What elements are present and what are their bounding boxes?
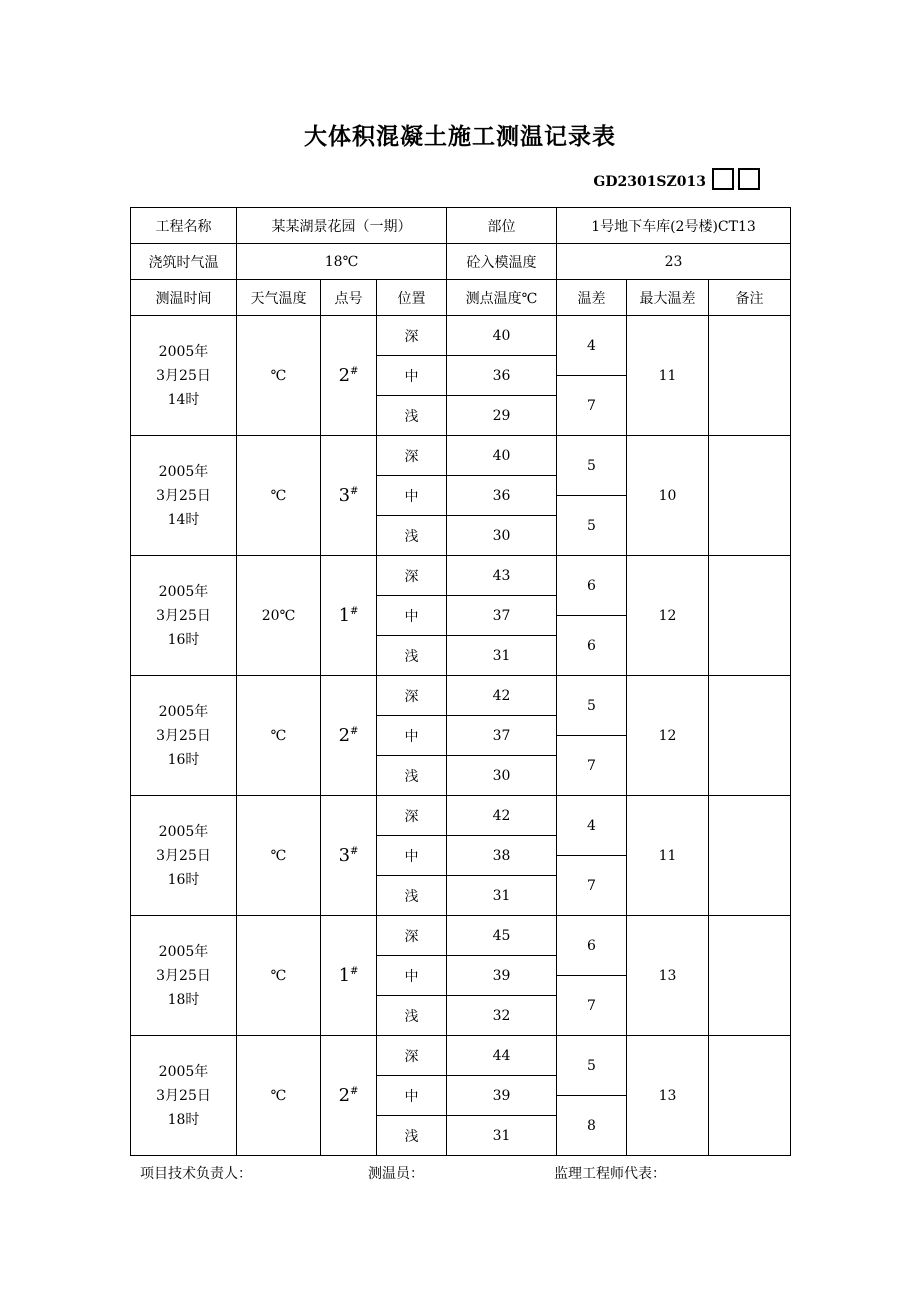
point-number (321, 436, 377, 556)
temp-cell: 40 (447, 436, 557, 476)
point-value: 1 (338, 965, 351, 986)
point-number (321, 316, 377, 436)
position-cell: 深 (377, 556, 447, 596)
measure-time (131, 796, 237, 916)
measure-time (131, 436, 237, 556)
diff-upper: 5 (557, 1036, 626, 1096)
time-year: 2005年 (158, 343, 209, 360)
time-date: 3月25日 (156, 967, 211, 984)
temp-cell: 45 (447, 916, 557, 956)
time-hour: 16时 (167, 751, 200, 768)
max-diff: 12 (627, 556, 709, 676)
table-row (131, 796, 791, 836)
diff-upper: 6 (557, 916, 626, 976)
time-hour: 18时 (167, 991, 200, 1008)
measure-time (131, 916, 237, 1036)
time-year: 2005年 (158, 823, 209, 840)
point-sup: # (350, 966, 359, 977)
point-number (321, 796, 377, 916)
temp-cell: 31 (447, 636, 557, 676)
pour-temp-label: 浇筑时气温 (131, 244, 237, 280)
diff-lower: 6 (587, 637, 596, 654)
diff-cell (557, 796, 627, 916)
temp-cell: 39 (447, 956, 557, 996)
form-code (593, 168, 760, 190)
temp-cell: 37 (447, 596, 557, 636)
temp-cell: 37 (447, 716, 557, 756)
time-date: 3月25日 (156, 367, 211, 384)
note-cell (709, 796, 791, 916)
time-hour: 18时 (167, 1111, 200, 1128)
location-value: 1号地下车库(2号楼)CT13 (557, 208, 791, 244)
point-number (321, 916, 377, 1036)
point-sup: # (350, 606, 359, 617)
note-cell (709, 436, 791, 556)
point-value: 3 (338, 485, 351, 506)
position-cell: 深 (377, 436, 447, 476)
time-date: 3月25日 (156, 847, 211, 864)
mold-temp-value: 23 (557, 244, 791, 280)
point-number (321, 556, 377, 676)
column-header: 最大温差 (627, 280, 709, 316)
time-date: 3月25日 (156, 487, 211, 504)
location-label: 部位 (447, 208, 557, 244)
point-number (321, 1036, 377, 1156)
empty-box-icon (738, 168, 760, 190)
temp-cell: 32 (447, 996, 557, 1036)
column-header: 测温时间 (131, 280, 237, 316)
weather-temp: ℃ (237, 436, 321, 556)
point-sup: # (350, 366, 359, 377)
position-cell: 中 (377, 476, 447, 516)
time-hour: 14时 (167, 511, 200, 528)
time-hour: 16时 (167, 631, 200, 648)
point-sup: # (350, 726, 359, 737)
diff-upper: 5 (557, 676, 626, 736)
measure-time (131, 316, 237, 436)
table-row (131, 676, 791, 716)
note-cell (709, 916, 791, 1036)
note-cell (709, 556, 791, 676)
position-cell: 浅 (377, 636, 447, 676)
diff-lower: 7 (587, 877, 596, 894)
table-row (131, 916, 791, 956)
diff-cell (557, 436, 627, 556)
time-hour: 14时 (167, 391, 200, 408)
point-sup: # (350, 1086, 359, 1097)
temp-cell: 43 (447, 556, 557, 596)
diff-upper: 5 (557, 436, 626, 496)
note-cell (709, 676, 791, 796)
table-row (131, 556, 791, 596)
max-diff: 13 (627, 1036, 709, 1156)
note-cell (709, 316, 791, 436)
position-cell: 浅 (377, 396, 447, 436)
point-value: 2 (338, 725, 351, 746)
point-sup: # (350, 846, 359, 857)
column-header: 位置 (377, 280, 447, 316)
position-cell: 中 (377, 356, 447, 396)
column-header: 温差 (557, 280, 627, 316)
diff-cell (557, 556, 627, 676)
temp-cell: 31 (447, 1116, 557, 1156)
page-title: 大体积混凝土施工测温记录表 (304, 123, 616, 150)
temp-cell: 30 (447, 756, 557, 796)
time-date: 3月25日 (156, 1087, 211, 1104)
position-cell: 浅 (377, 1116, 447, 1156)
diff-upper: 4 (557, 316, 626, 376)
position-cell: 浅 (377, 516, 447, 556)
time-date: 3月25日 (156, 727, 211, 744)
time-hour: 16时 (167, 871, 200, 888)
column-header-row (131, 280, 791, 316)
time-year: 2005年 (158, 943, 209, 960)
note-cell (709, 1036, 791, 1156)
time-year: 2005年 (158, 583, 209, 600)
position-cell: 中 (377, 716, 447, 756)
position-cell: 中 (377, 956, 447, 996)
diff-lower: 7 (587, 757, 596, 774)
record-table (130, 207, 791, 1156)
time-year: 2005年 (158, 463, 209, 480)
point-number (321, 676, 377, 796)
max-diff: 13 (627, 916, 709, 1036)
measure-time (131, 556, 237, 676)
position-cell: 浅 (377, 756, 447, 796)
column-header: 点号 (321, 280, 377, 316)
project-label: 工程名称 (131, 208, 237, 244)
temp-cell: 36 (447, 476, 557, 516)
form-code-text: GD2301SZ013 (593, 174, 706, 190)
max-diff: 11 (627, 796, 709, 916)
weather-temp: ℃ (237, 916, 321, 1036)
position-cell: 浅 (377, 996, 447, 1036)
supervisor-label: 监理工程师代表： (554, 1166, 666, 1182)
diff-lower: 8 (587, 1117, 596, 1134)
temp-cell: 30 (447, 516, 557, 556)
point-value: 1 (338, 605, 351, 626)
position-cell: 中 (377, 1076, 447, 1116)
temp-cell: 42 (447, 676, 557, 716)
position-cell: 深 (377, 796, 447, 836)
measurer-label: 测温员： (368, 1166, 424, 1182)
position-cell: 深 (377, 916, 447, 956)
column-header: 测点温度℃ (447, 280, 557, 316)
tech-lead-label: 项目技术负责人： (140, 1166, 252, 1182)
diff-lower: 5 (587, 517, 596, 534)
diff-cell (557, 316, 627, 436)
time-year: 2005年 (158, 1063, 209, 1080)
temp-cell: 39 (447, 1076, 557, 1116)
project-value: 某某湖景花园（一期） (237, 208, 447, 244)
empty-box-icon (712, 168, 734, 190)
point-value: 3 (338, 845, 351, 866)
table-row (131, 1036, 791, 1076)
weather-temp: ℃ (237, 796, 321, 916)
weather-temp: 20℃ (237, 556, 321, 676)
position-cell: 浅 (377, 876, 447, 916)
position-cell: 中 (377, 836, 447, 876)
temp-cell: 29 (447, 396, 557, 436)
temp-cell: 31 (447, 876, 557, 916)
table-row (131, 436, 791, 476)
position-cell: 深 (377, 316, 447, 356)
diff-cell (557, 676, 627, 796)
temp-cell: 42 (447, 796, 557, 836)
time-year: 2005年 (158, 703, 209, 720)
mold-temp-label: 砼入模温度 (447, 244, 557, 280)
position-cell: 深 (377, 1036, 447, 1076)
diff-upper: 6 (557, 556, 626, 616)
temp-cell: 38 (447, 836, 557, 876)
diff-lower: 7 (587, 397, 596, 414)
diff-cell (557, 1036, 627, 1156)
weather-temp: ℃ (237, 676, 321, 796)
max-diff: 11 (627, 316, 709, 436)
table-row (131, 316, 791, 356)
time-date: 3月25日 (156, 607, 211, 624)
checkbox-group (712, 168, 760, 190)
position-cell: 中 (377, 596, 447, 636)
point-value: 2 (338, 365, 351, 386)
column-header: 天气温度 (237, 280, 321, 316)
diff-upper: 4 (557, 796, 626, 856)
position-cell: 深 (377, 676, 447, 716)
pour-temp-value: 18℃ (237, 244, 447, 280)
measure-time (131, 1036, 237, 1156)
column-header: 备注 (709, 280, 791, 316)
temp-cell: 40 (447, 316, 557, 356)
weather-temp: ℃ (237, 316, 321, 436)
measure-time (131, 676, 237, 796)
temp-cell: 44 (447, 1036, 557, 1076)
point-value: 2 (338, 1085, 351, 1106)
point-sup: # (350, 486, 359, 497)
max-diff: 12 (627, 676, 709, 796)
weather-temp: ℃ (237, 1036, 321, 1156)
diff-lower: 7 (587, 997, 596, 1014)
max-diff: 10 (627, 436, 709, 556)
diff-cell (557, 916, 627, 1036)
temp-cell: 36 (447, 356, 557, 396)
